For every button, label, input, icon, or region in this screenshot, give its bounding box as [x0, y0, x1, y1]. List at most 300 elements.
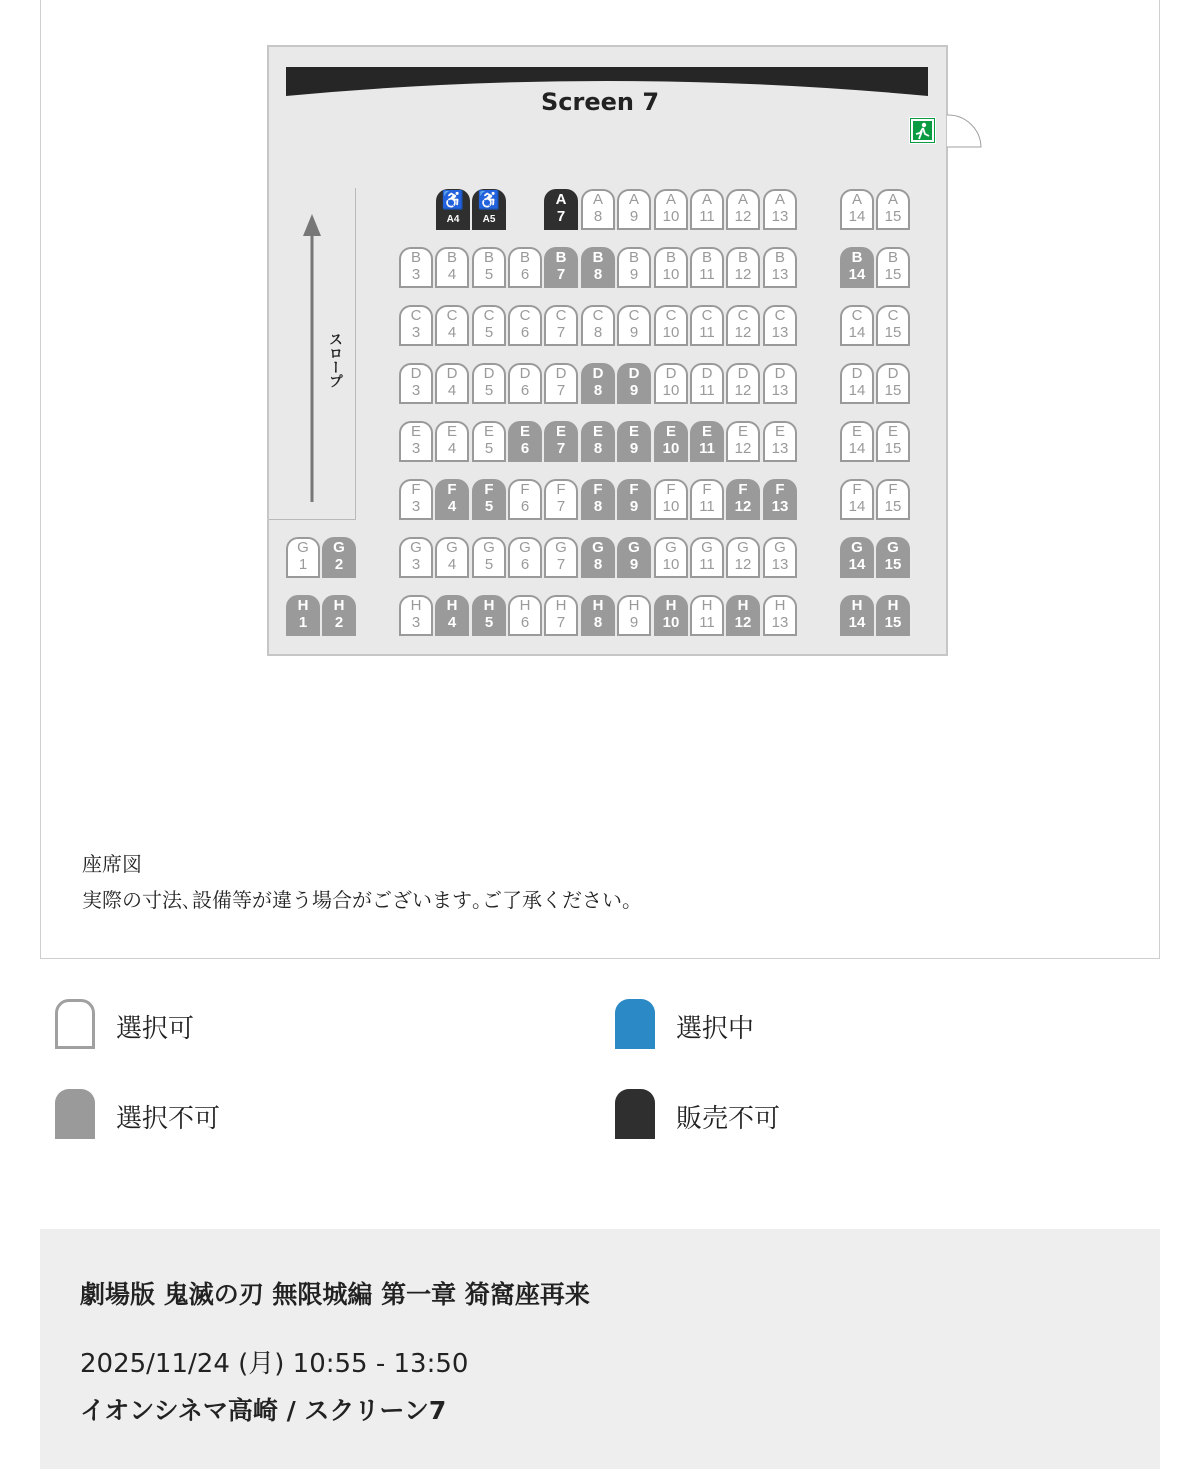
seat-row-letter: G: [333, 539, 345, 556]
seat-row-letter: F: [447, 481, 457, 498]
seat-number: 3: [411, 498, 421, 515]
seat[interactable]: [435, 479, 469, 520]
wheelchair-icon: ♿: [441, 190, 465, 210]
seat-number: 6: [520, 614, 530, 631]
seat-row-letter: B: [592, 249, 604, 266]
seat[interactable]: [581, 189, 615, 230]
seat-row-letter: G: [410, 539, 422, 556]
seat-number: 2: [334, 614, 344, 631]
seat-number: 15: [884, 556, 902, 573]
seat-row-letter: F: [593, 481, 603, 498]
legend-sold-swatch: [615, 1089, 655, 1139]
seat[interactable]: [286, 595, 320, 636]
seat-number: 10: [662, 208, 680, 225]
theater-screen: イオンシネマ高崎 / スクリーン7: [80, 1396, 447, 1425]
seat-number: 13: [771, 556, 789, 573]
seat-number: 14: [848, 382, 866, 399]
seat[interactable]: [544, 479, 578, 520]
seat-number: 7: [556, 266, 566, 283]
seat[interactable]: [617, 305, 651, 346]
seat-row-letter: C: [628, 307, 640, 324]
seat-number: 7: [556, 498, 566, 515]
seat[interactable]: [654, 421, 688, 462]
seat[interactable]: [472, 421, 506, 462]
seat-row-letter: C: [483, 307, 495, 324]
seat-row-letter: B: [446, 249, 457, 266]
seat[interactable]: [726, 363, 760, 404]
seat-number: 9: [629, 382, 639, 399]
seat-row-letter: B: [851, 249, 863, 266]
seat-number: 9: [629, 324, 639, 341]
seat[interactable]: [399, 479, 433, 520]
seat-row-letter: B: [887, 249, 898, 266]
seat-number: 4: [447, 266, 457, 283]
seat-number: 9: [629, 266, 639, 283]
seat[interactable]: [544, 537, 578, 578]
seat-row-letter: E: [887, 423, 898, 440]
seat-row-letter: C: [555, 307, 567, 324]
seat-number: A4: [446, 214, 460, 225]
seat[interactable]: [544, 421, 578, 462]
seat-row-letter: H: [446, 597, 458, 614]
seat[interactable]: [508, 595, 542, 636]
seat-row-letter: E: [446, 423, 457, 440]
seat[interactable]: [399, 421, 433, 462]
seat-number: 7: [556, 556, 566, 573]
seat-row-letter: H: [483, 597, 495, 614]
seat-row-letter: F: [556, 481, 566, 498]
seat-row-letter: D: [555, 365, 567, 382]
wheelchair-icon: ♿: [477, 190, 501, 210]
seat-row-letter: B: [737, 249, 748, 266]
seat-number: 3: [411, 440, 421, 457]
seat-number: 4: [447, 614, 457, 631]
seat-number: 6: [520, 498, 530, 515]
seat-number: 6: [520, 440, 530, 457]
seat-row-letter: D: [774, 365, 786, 382]
seat-row-letter: C: [410, 307, 422, 324]
seat[interactable]: [581, 479, 615, 520]
seat[interactable]: [472, 305, 506, 346]
seat[interactable]: [508, 247, 542, 288]
seat-row-letter: E: [701, 423, 712, 440]
seat[interactable]: [876, 537, 910, 578]
seat-row-letter: D: [887, 365, 899, 382]
seat-row-letter: C: [851, 307, 863, 324]
seat-row-letter: H: [297, 597, 309, 614]
showtime: 2025/11/24 (月) 10:55 - 13:50: [80, 1349, 469, 1379]
seat-row-letter: B: [665, 249, 676, 266]
seat[interactable]: [581, 363, 615, 404]
seat-row-letter: C: [592, 307, 604, 324]
movie-title: 劇場版 鬼滅の刃 無限城編 第一章 猗窩座再来: [80, 1280, 590, 1309]
caption-title: 座席図: [82, 852, 142, 876]
seat-number: 10: [662, 556, 680, 573]
seat[interactable]: [435, 595, 469, 636]
seat-row-letter: G: [851, 539, 863, 556]
seat-number: 6: [520, 556, 530, 573]
seat-number: 7: [556, 324, 566, 341]
seat-row-letter: D: [446, 365, 458, 382]
seat-number: 9: [629, 440, 639, 457]
seat-number: 15: [884, 208, 902, 225]
seat[interactable]: [840, 305, 874, 346]
seat[interactable]: [654, 189, 688, 230]
legend-available-label: 選択可: [116, 1014, 195, 1044]
seat[interactable]: [690, 305, 724, 346]
seat-row-letter: E: [410, 423, 421, 440]
seat-row-letter: G: [592, 539, 604, 556]
seat-number: 3: [411, 382, 421, 399]
seat-row-letter: F: [520, 481, 530, 498]
seat[interactable]: [544, 363, 578, 404]
seat[interactable]: [876, 247, 910, 288]
seat-row-letter: G: [774, 539, 786, 556]
seat[interactable]: [690, 595, 724, 636]
seat-number: 8: [593, 324, 603, 341]
movie-info-panel: [40, 1229, 1160, 1469]
seat-row-letter: H: [592, 597, 604, 614]
seat[interactable]: [726, 595, 760, 636]
seat-row-letter: B: [410, 249, 421, 266]
seat[interactable]: [840, 479, 874, 520]
seat[interactable]: [617, 421, 651, 462]
seat[interactable]: [726, 537, 760, 578]
seat-number: 5: [484, 382, 494, 399]
caption-note: 実際の寸法､設備等が違う場合がございます｡ご了承ください｡: [82, 888, 632, 912]
seat-row-letter: D: [592, 365, 604, 382]
seat[interactable]: [322, 595, 356, 636]
seat-row-letter: H: [333, 597, 345, 614]
seat-row-letter: G: [628, 539, 640, 556]
seat-row-letter: A: [628, 191, 639, 208]
seat-number: 8: [593, 440, 603, 457]
seat-number: 6: [520, 324, 530, 341]
seat-number: 9: [629, 498, 639, 515]
seat-number: 13: [771, 324, 789, 341]
seat[interactable]: [617, 595, 651, 636]
seat-number: 10: [662, 440, 680, 457]
seat-number: 15: [884, 382, 902, 399]
seat-number: 15: [884, 614, 902, 631]
seat[interactable]: [840, 421, 874, 462]
seat[interactable]: [435, 305, 469, 346]
seat-row-letter: A: [665, 191, 676, 208]
seat-number: 11: [699, 324, 715, 341]
seat-number: 15: [884, 266, 902, 283]
seat[interactable]: [763, 363, 797, 404]
seat-number: 15: [884, 324, 902, 341]
seat-number: 10: [662, 498, 680, 515]
seat[interactable]: [581, 421, 615, 462]
seat-row-letter: H: [519, 597, 531, 614]
seat-number: 8: [593, 556, 603, 573]
seat-number: 10: [662, 324, 680, 341]
seat-number: 13: [771, 440, 789, 457]
legend-unselectable-swatch: [55, 1089, 95, 1139]
seat-number: 12: [734, 208, 752, 225]
seat-number: 5: [484, 440, 494, 457]
seat-number: 13: [771, 208, 789, 225]
legend-selected-swatch: [615, 999, 655, 1049]
seat[interactable]: [581, 305, 615, 346]
seat-number: 12: [734, 498, 752, 515]
seat[interactable]: [876, 421, 910, 462]
seat[interactable]: [472, 479, 506, 520]
seat[interactable]: [654, 595, 688, 636]
seat-number: A5: [482, 214, 496, 225]
seat-number: 12: [734, 382, 752, 399]
seat-number: 11: [699, 556, 715, 573]
seat-number: 13: [771, 266, 789, 283]
seat[interactable]: [472, 595, 506, 636]
legend-available-swatch: [55, 999, 95, 1049]
seat[interactable]: [876, 189, 910, 230]
seat-number: 8: [593, 208, 603, 225]
seat-number: 7: [556, 208, 566, 225]
seat-number: 14: [848, 208, 866, 225]
seat-row-letter: C: [737, 307, 749, 324]
seat[interactable]: [435, 537, 469, 578]
seat-row-letter: F: [738, 481, 748, 498]
seat-row-letter: E: [519, 423, 530, 440]
seat-row-letter: E: [628, 423, 639, 440]
seat[interactable]: [726, 479, 760, 520]
seat-row-letter: H: [665, 597, 677, 614]
seat-number: 13: [771, 498, 789, 515]
seat[interactable]: [840, 247, 874, 288]
seat[interactable]: [508, 479, 542, 520]
seat[interactable]: [508, 363, 542, 404]
seat[interactable]: [654, 537, 688, 578]
seat-number: 7: [556, 382, 566, 399]
seat[interactable]: [840, 189, 874, 230]
seat-number: 3: [411, 324, 421, 341]
legend-selected-label: 選択中: [676, 1014, 755, 1044]
seat[interactable]: [726, 247, 760, 288]
seat-number: 7: [556, 614, 566, 631]
seat-row-letter: B: [774, 249, 785, 266]
seat-number: 5: [484, 498, 494, 515]
seat-number: 3: [411, 266, 421, 283]
seat-number: 1: [298, 556, 308, 573]
seat-number: 6: [520, 266, 530, 283]
seat[interactable]: [654, 363, 688, 404]
seat-number: 11: [699, 208, 715, 225]
seat[interactable]: [654, 305, 688, 346]
seat-row-letter: H: [737, 597, 749, 614]
seat[interactable]: [286, 537, 320, 578]
seat-number: 15: [884, 498, 902, 515]
seat-row-letter: G: [701, 539, 713, 556]
seat[interactable]: [581, 537, 615, 578]
emergency-exit-icon: [909, 117, 936, 144]
seat-number: 12: [734, 440, 752, 457]
seat-row-letter: D: [519, 365, 531, 382]
seat-row-letter: D: [665, 365, 677, 382]
seat-number: 5: [484, 556, 494, 573]
seat[interactable]: [763, 595, 797, 636]
seat-row-letter: G: [519, 539, 531, 556]
seat[interactable]: [544, 189, 578, 230]
seat-number: 13: [771, 614, 789, 631]
seat-number: 12: [734, 324, 752, 341]
seat-number: 11: [699, 382, 715, 399]
seat-row-letter: B: [701, 249, 712, 266]
seat-row-letter: C: [446, 307, 458, 324]
seat[interactable]: [690, 247, 724, 288]
seat-row-letter: B: [555, 249, 567, 266]
seat-number: 8: [593, 498, 603, 515]
seat-row-letter: H: [410, 597, 422, 614]
seat-number: 11: [699, 614, 715, 631]
seat[interactable]: [472, 363, 506, 404]
seat[interactable]: [763, 247, 797, 288]
seat[interactable]: [763, 305, 797, 346]
seat[interactable]: [840, 363, 874, 404]
seat-row-letter: A: [774, 191, 785, 208]
seat[interactable]: [763, 189, 797, 230]
seat[interactable]: [581, 595, 615, 636]
seat[interactable]: [508, 305, 542, 346]
seat[interactable]: [763, 479, 797, 520]
seat-number: 10: [662, 382, 680, 399]
seat[interactable]: [472, 247, 506, 288]
seat-number: 7: [556, 440, 566, 457]
seat-row-letter: G: [555, 539, 567, 556]
seat[interactable]: [472, 537, 506, 578]
seat[interactable]: [617, 247, 651, 288]
seat[interactable]: [690, 479, 724, 520]
seat-number: 12: [734, 266, 752, 283]
seat-row-letter: E: [851, 423, 862, 440]
screen-label: Screen 7: [540, 88, 660, 116]
seat-row-letter: G: [887, 539, 899, 556]
seat[interactable]: [617, 537, 651, 578]
seat-number: 1: [298, 614, 308, 631]
seat-row-letter: E: [555, 423, 566, 440]
seat-row-letter: H: [701, 597, 713, 614]
seat[interactable]: [690, 189, 724, 230]
seat-row-letter: B: [628, 249, 639, 266]
seat[interactable]: [840, 537, 874, 578]
seat[interactable]: [399, 363, 433, 404]
seat[interactable]: [617, 363, 651, 404]
seat-number: 3: [411, 556, 421, 573]
seat-row-letter: H: [774, 597, 786, 614]
seat-number: 9: [629, 208, 639, 225]
seat-row-letter: D: [737, 365, 749, 382]
seat-row-letter: E: [665, 423, 676, 440]
seat-row-letter: F: [666, 481, 676, 498]
seat-row-letter: C: [701, 307, 713, 324]
slope-label: スロープ: [327, 332, 343, 388]
seat[interactable]: [840, 595, 874, 636]
seat-number: 10: [662, 614, 680, 631]
seat-row-letter: F: [888, 481, 898, 498]
seat-number: 15: [884, 440, 902, 457]
seat[interactable]: [726, 189, 760, 230]
seat-row-letter: F: [411, 481, 421, 498]
seat[interactable]: [876, 363, 910, 404]
seat[interactable]: [690, 537, 724, 578]
seat-number: 5: [484, 266, 494, 283]
exit-door-icon: [947, 113, 985, 149]
seat-number: 4: [447, 382, 457, 399]
seat-number: 14: [848, 266, 866, 283]
seat-number: 8: [593, 266, 603, 283]
seat-row-letter: A: [592, 191, 603, 208]
seat[interactable]: [654, 479, 688, 520]
seat-number: 14: [848, 440, 866, 457]
seat-row-letter: A: [701, 191, 712, 208]
seat-number: 4: [447, 498, 457, 515]
seat[interactable]: [544, 305, 578, 346]
seat[interactable]: [654, 247, 688, 288]
seat[interactable]: [581, 247, 615, 288]
wheelchair-seat[interactable]: [472, 189, 506, 230]
seat-row-letter: F: [852, 481, 862, 498]
seat-number: 2: [334, 556, 344, 573]
seat-row-letter: D: [410, 365, 422, 382]
seat-row-letter: B: [483, 249, 494, 266]
seat[interactable]: [544, 247, 578, 288]
seat-number: 4: [447, 440, 457, 457]
seat-row-letter: G: [446, 539, 458, 556]
seat-row-letter: C: [887, 307, 899, 324]
seat-number: 10: [662, 266, 680, 283]
seat[interactable]: [399, 305, 433, 346]
seat-row-letter: D: [701, 365, 713, 382]
seat-row-letter: H: [628, 597, 640, 614]
seat[interactable]: [508, 537, 542, 578]
seat-row-letter: G: [297, 539, 309, 556]
seat-number: 14: [848, 324, 866, 341]
seat[interactable]: [763, 421, 797, 462]
seat-number: 12: [734, 614, 752, 631]
seat[interactable]: [617, 479, 651, 520]
seat-number: 6: [520, 382, 530, 399]
seat-number: 11: [699, 440, 715, 457]
seat[interactable]: [435, 363, 469, 404]
seat-row-letter: H: [851, 597, 863, 614]
seat[interactable]: [876, 479, 910, 520]
seat[interactable]: [876, 595, 910, 636]
seat[interactable]: [399, 537, 433, 578]
seat[interactable]: [399, 595, 433, 636]
seat-row-letter: F: [484, 481, 494, 498]
seat[interactable]: [435, 247, 469, 288]
seat-number: 14: [848, 556, 866, 573]
seat-row-letter: D: [851, 365, 863, 382]
seat[interactable]: [726, 305, 760, 346]
seat[interactable]: [617, 189, 651, 230]
seat[interactable]: [726, 421, 760, 462]
seat[interactable]: [322, 537, 356, 578]
seat-row-letter: A: [887, 191, 898, 208]
seat[interactable]: [544, 595, 578, 636]
seat[interactable]: [690, 421, 724, 462]
seat[interactable]: [399, 247, 433, 288]
seat[interactable]: [876, 305, 910, 346]
seat[interactable]: [763, 537, 797, 578]
wheelchair-seat[interactable]: [436, 189, 470, 230]
seat[interactable]: [435, 421, 469, 462]
seat-number: 5: [484, 324, 494, 341]
seat[interactable]: [508, 421, 542, 462]
seat[interactable]: [690, 363, 724, 404]
seat-number: 11: [699, 266, 715, 283]
